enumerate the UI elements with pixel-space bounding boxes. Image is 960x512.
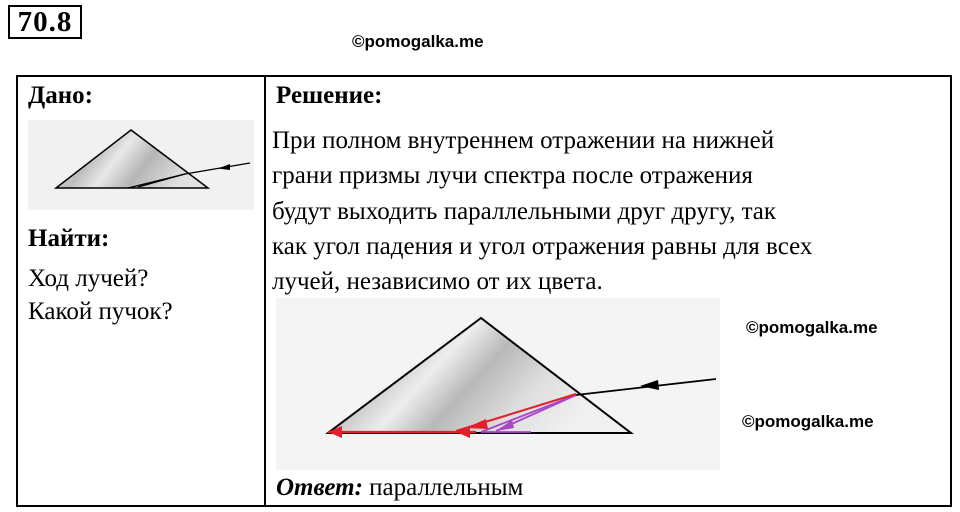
- find-line-2: Какой пучок?: [28, 298, 173, 325]
- watermark-top: ©pomogalka.me: [352, 32, 484, 51]
- find-heading: Найти:: [28, 225, 110, 252]
- given-prism-figure: [28, 120, 254, 210]
- solution-line-4: как угол падения и угол отражения равны для всех: [272, 233, 813, 260]
- solution-prism-figure: [276, 298, 720, 470]
- given-heading: Дано:: [28, 82, 93, 109]
- answer-value: параллельным: [369, 474, 524, 501]
- answer-label: Ответ:: [276, 474, 363, 501]
- watermark-right-top: ©pomogalka.me: [746, 318, 878, 337]
- watermark-right-bottom: ©pomogalka.me: [742, 412, 874, 431]
- column-divider: [264, 75, 266, 507]
- problem-number: 70.8: [8, 5, 82, 39]
- solution-line-5: лучей, независимо от их цвета.: [272, 268, 603, 295]
- solution-line-3: будут выходить параллельными друг другу, так: [272, 198, 777, 225]
- solution-line-2: грани призмы лучи спектра после отражения: [272, 162, 753, 189]
- answer: [276, 474, 523, 502]
- find-line-1: Ход лучей?: [28, 265, 149, 292]
- solution-line-1: При полном внутреннем отражении на нижней: [272, 127, 775, 154]
- solution-heading: Решение:: [276, 82, 383, 109]
